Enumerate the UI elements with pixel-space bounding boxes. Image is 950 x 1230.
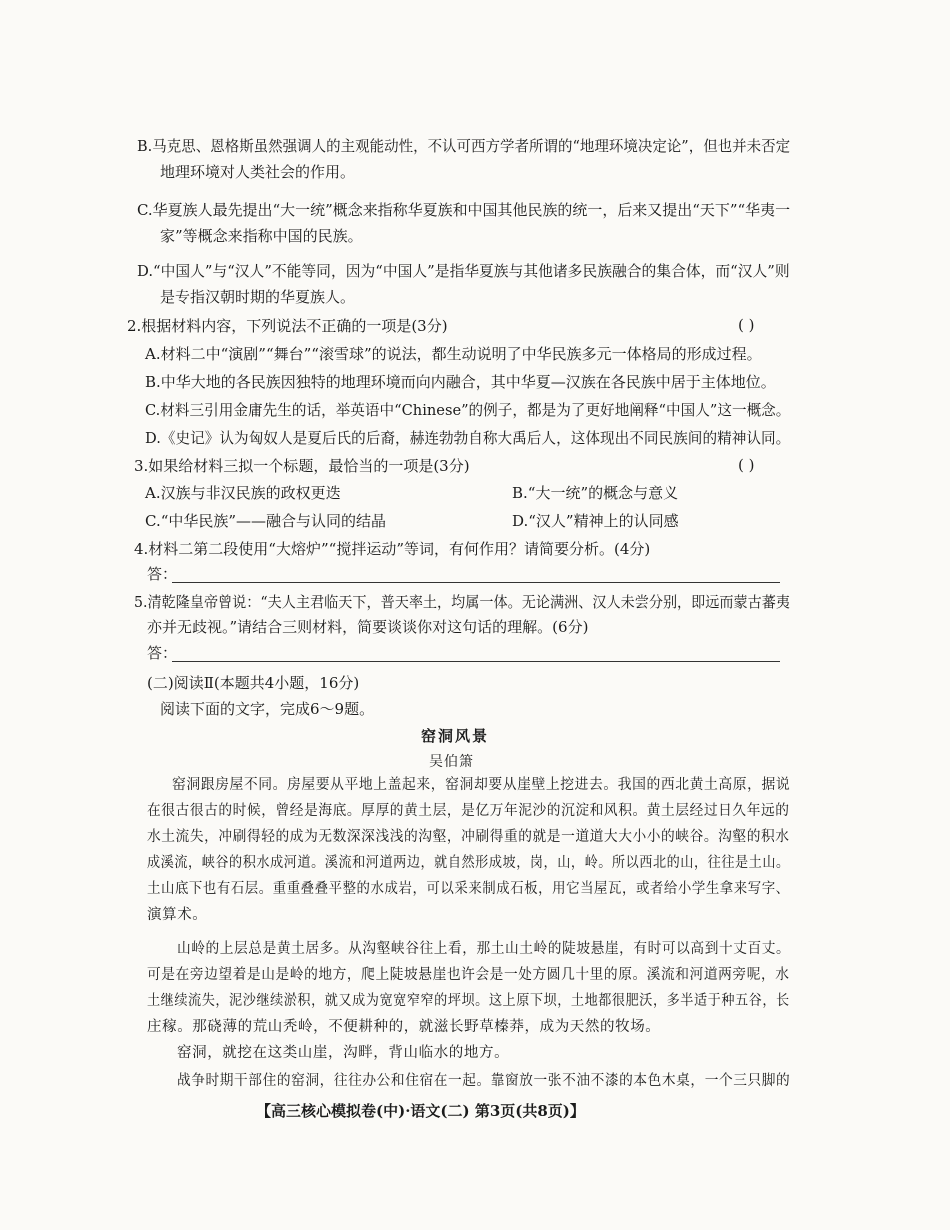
passage-title: 窑洞风景 [421, 727, 490, 745]
page-footer: 【高三核心模拟卷(中)·语文(二) 第3页(共8页)】 [256, 1102, 585, 1120]
passage-p1-line6: 演算术。 [147, 907, 208, 923]
section-heading: (二)阅读Ⅱ(本题共4小题，16分) [147, 674, 360, 692]
q4-stem: 4.材料二第二段使用“大熔炉”“搅拌运动”等词，有何作用？请简要分析。(4分) [134, 540, 651, 558]
passage-p4: 战争时期干部住的窑洞，往往办公和住宿在一起。靠窗放一张不油不漆的本色木桌，一个三只脚的 [177, 1073, 791, 1089]
passage-p1-line3: 水土流失，冲刷得轻的成为无数深深浅浅的沟壑，冲刷得重的就是一道道大大小小的峡谷。沟壑的积水 [147, 829, 790, 845]
passage-p2-line2: 可是在旁边望着是山是岭的地方，爬上陡坡悬崖也许会是一处方圆几十里的原。溪流和河道两旁呢，水 [147, 967, 790, 983]
q5-answer-line[interactable] [172, 661, 780, 662]
passage-p3: 窑洞，就挖在这类山崖，沟畔，背山临水的地方。 [177, 1045, 510, 1061]
q3-option-d: D.“汉人”精神上的认同感 [512, 512, 679, 530]
q3-answer-bracket[interactable]: ( ) [738, 456, 755, 474]
q1-option-d-line1: D.“中国人”与“汉人”不能等同，因为“中国人”是指华夏族与其他诸多民族融合的集合体，而“汉人”则 [137, 262, 790, 280]
passage-p1-line2: 在很古很古的时候，曾经是海底。厚厚的黄土层，是亿万年泥沙的沉淀和风积。黄土层经过日久年远的 [147, 803, 790, 819]
passage-p1-line1: 窑洞跟房屋不同。房屋要从平地上盖起来，窑洞却要从崖壁上挖进去。我国的西北黄土高原，据说 [172, 777, 791, 793]
passage-p2-line4: 庄稼。那硗薄的荒山秃岭，不便耕种的，就滋长野草榛莽，成为天然的牧场。 [147, 1019, 661, 1035]
q1-option-b-line1: B.马克思、恩格斯虽然强调人的主观能动性，不认可西方学者所谓的“地理环境决定论”，但也并未否定 [137, 137, 791, 155]
q3-stem: 3.如果给材料三拟一个标题，最恰当的一项是(3分) [134, 457, 470, 475]
q3-option-b: B.“大一统”的概念与意义 [512, 484, 679, 502]
q2-answer-bracket[interactable]: ( ) [738, 316, 755, 334]
q4-answer-line[interactable] [172, 582, 780, 583]
q2-stem: 2.根据材料内容，下列说法不正确的一项是(3分) [127, 317, 448, 335]
q1-option-d-line2: 是专指汉朝时期的华夏族人。 [160, 288, 356, 306]
q1-option-b-line2: 地理环境对人类社会的作用。 [160, 163, 356, 181]
passage-p1-line4: 成溪流，峡谷的积水成河道。溪流和河道两边，就自然形成坡，岗，山，岭。所以西北的山，往往是土山。 [147, 855, 790, 871]
passage-author: 吴伯箫 [429, 754, 474, 770]
q2-option-b: B.中华大地的各民族因独特的地理环境而向内融合，其中华夏—汉族在各民族中居于主体地位。 [145, 373, 776, 391]
q4-answer-label: 答： [147, 565, 178, 583]
q5-answer-label: 答： [147, 644, 178, 662]
q2-option-d: D.《史记》认为匈奴人是夏后氏的后裔，赫连勃勃自称大禹后人，这体现出不同民族间的精神认同。 [145, 429, 791, 447]
q2-option-a: A.材料二中“演剧”“舞台”“滚雪球”的说法，都生动说明了中华民族多元一体格局的形成过程。 [145, 345, 762, 363]
q1-option-c-line2: 家”等概念来指称中国的民族。 [160, 227, 363, 245]
passage-p1-line5: 土山底下也有石层。重重叠叠平整的水成岩，可以采来制成石板，用它当屋瓦，或者给小学生拿来写字、 [147, 881, 790, 897]
passage-p2-line3: 土继续流失，泥沙继续淤积，就又成为宽宽窄窄的坪坝。这上原下坝，土地都很肥沃，多半适于种五谷，长 [147, 993, 790, 1009]
q5-stem-line2: 亦并无歧视。”请结合三则材料，简要谈谈你对这句话的理解。(6分) [147, 618, 589, 636]
q2-option-c: C.材料三引用金庸先生的话，举英语中“Chinese”的例子，都是为了更好地阐释“中国人”这一概念。 [145, 401, 791, 419]
q3-option-a: A.汉族与非汉民族的政权更迭 [145, 484, 341, 502]
passage-p2-line1: 山岭的上层总是黄土居多。从沟壑峡谷往上看，那土山土岭的陡坡悬崖，有时可以高到十丈百丈。 [177, 941, 791, 957]
q1-option-c-line1: C.华夏族人最先提出“大一统”概念来指称华夏族和中国其他民族的统一，后来又提出“天下”“华夷一 [137, 201, 791, 219]
section-instruction: 阅读下面的文字，完成6～9题。 [160, 700, 375, 718]
q5-stem-line1: 5.清乾隆皇帝曾说：“夫人主君临天下，普天率土，均属一体。无论满洲、汉人未尝分别，即远而蒙古蕃夷 [134, 593, 791, 611]
q3-option-c: C.“中华民族”——融合与认同的结晶 [145, 512, 387, 530]
